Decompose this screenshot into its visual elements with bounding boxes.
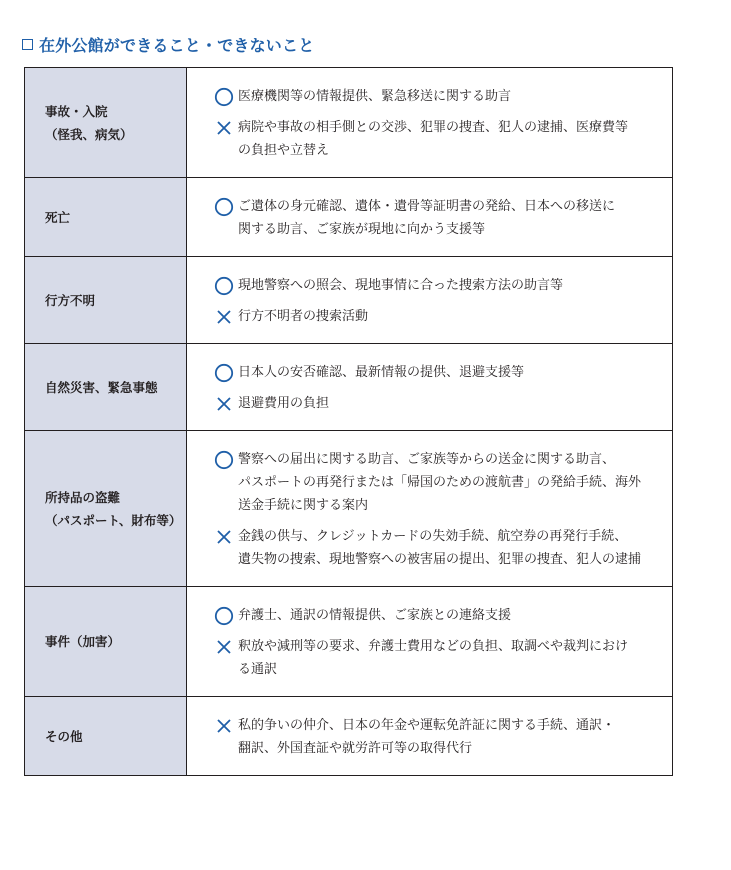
- table-row: [25, 697, 673, 776]
- section-title-text: 在外公館ができること・できないこと: [39, 36, 315, 55]
- cannot-do-item: [214, 305, 652, 328]
- section-title: [22, 33, 314, 56]
- item-text: [238, 604, 652, 627]
- item-text-line: 医療機関等の情報提供、緊急移送に関する助言: [238, 89, 512, 104]
- services-table: [24, 67, 673, 776]
- description-cell: [187, 431, 673, 587]
- item-text-line: 私的争いの仲介、日本の年金や運転免許証に関する手続、通訳・: [238, 718, 616, 733]
- item-text: [238, 392, 652, 415]
- circle-icon: [214, 448, 234, 471]
- category-label: 事故・入院: [45, 103, 108, 119]
- category-label: 所持品の盗難: [45, 489, 121, 505]
- description-cell: [187, 587, 673, 697]
- can-do-item: [214, 195, 652, 241]
- description-cell: [187, 344, 673, 431]
- item-text: [238, 635, 652, 681]
- cross-icon: [214, 305, 234, 328]
- category-label: 行方不明: [45, 292, 96, 308]
- cannot-do-item: [214, 714, 652, 760]
- item-text-line: 金銭の供与、クレジットカードの失効手続、航空券の再発行手続、: [238, 529, 628, 544]
- description-cell: [187, 697, 673, 776]
- table-row: [25, 257, 673, 344]
- item-text: [238, 116, 652, 162]
- item-text-line: ご遺体の身元確認、遺体・遺骨等証明書の発給、日本への移送に: [238, 199, 616, 214]
- table-row: [25, 587, 673, 697]
- item-text-line: 送金手続に関する案内: [238, 498, 369, 513]
- can-do-item: [214, 361, 652, 384]
- circle-icon: [214, 195, 234, 218]
- item-text-line: 日本人の安否確認、最新情報の提供、退避支援等: [238, 365, 525, 380]
- item-text: [238, 274, 652, 297]
- category-cell: [25, 431, 187, 587]
- item-text-line: 退避費用の負担: [238, 396, 330, 411]
- category-label: その他: [45, 728, 83, 744]
- cross-icon: [214, 525, 234, 548]
- item-text-line: パスポートの再発行または「帰国のための渡航書」の発給手続、海外: [238, 475, 642, 490]
- circle-icon: [214, 361, 234, 384]
- item-text: [238, 85, 652, 108]
- cannot-do-item: [214, 392, 652, 415]
- item-text-line: 病院や事故の相手側との交渉、犯罪の捜査、犯人の逮捕、医療費等: [238, 120, 629, 135]
- item-text-line: 翻訳、外国査証や就労許可等の取得代行: [238, 741, 473, 756]
- item-text-line: 警察への届出に関する助言、ご家族等からの送金に関する助言、: [238, 452, 616, 467]
- category-cell: [25, 68, 187, 178]
- circle-icon: [214, 604, 234, 627]
- item-text-line: 行方不明者の捜索活動: [238, 309, 369, 324]
- circle-icon: [214, 274, 234, 297]
- item-text: [238, 448, 652, 517]
- description-cell: [187, 68, 673, 178]
- square-bullet-icon: [22, 39, 33, 50]
- category-label: 死亡: [45, 209, 71, 225]
- category-label: （怪我、病気）: [45, 126, 133, 142]
- category-cell: [25, 178, 187, 257]
- can-do-item: [214, 85, 652, 108]
- table-row: [25, 431, 673, 587]
- can-do-item: [214, 448, 652, 517]
- item-text: [238, 361, 652, 384]
- item-text-line: 釈放や減刑等の要求、弁護士費用などの負担、取調べや裁判におけ: [238, 639, 629, 654]
- item-text: [238, 525, 652, 571]
- cross-icon: [214, 635, 234, 658]
- cannot-do-item: [214, 635, 652, 681]
- category-label: 事件（加害）: [45, 634, 121, 649]
- item-text: [238, 714, 652, 760]
- item-text: [238, 305, 652, 328]
- can-do-item: [214, 604, 652, 627]
- item-text-line: 現地警察への照会、現地事情に合った捜索方法の助言等: [238, 278, 564, 293]
- cross-icon: [214, 392, 234, 415]
- cannot-do-item: [214, 525, 652, 571]
- category-cell: [25, 257, 187, 344]
- description-cell: [187, 257, 673, 344]
- cross-icon: [214, 714, 234, 737]
- category-label: （パスポート、財布等）: [45, 512, 182, 528]
- category-cell: [25, 344, 187, 431]
- table-row: [25, 178, 673, 257]
- item-text-line: の負担や立替え: [238, 143, 330, 158]
- cannot-do-item: [214, 116, 652, 162]
- can-do-item: [214, 274, 652, 297]
- table-row: [25, 68, 673, 178]
- category-cell: [25, 697, 187, 776]
- category-cell: [25, 587, 187, 697]
- cross-icon: [214, 116, 234, 139]
- description-cell: [187, 178, 673, 257]
- item-text: [238, 195, 652, 241]
- table-row: [25, 344, 673, 431]
- item-text-line: る通訳: [238, 662, 278, 677]
- item-text-line: 弁護士、通訳の情報提供、ご家族との連絡支援: [238, 608, 512, 623]
- circle-icon: [214, 85, 234, 108]
- category-label: 自然災害、緊急事態: [45, 379, 158, 395]
- item-text-line: 関する助言、ご家族が現地に向かう支援等: [238, 222, 486, 237]
- item-text-line: 遺失物の捜索、現地警察への被害届の提出、犯罪の捜査、犯人の逮捕: [238, 552, 642, 567]
